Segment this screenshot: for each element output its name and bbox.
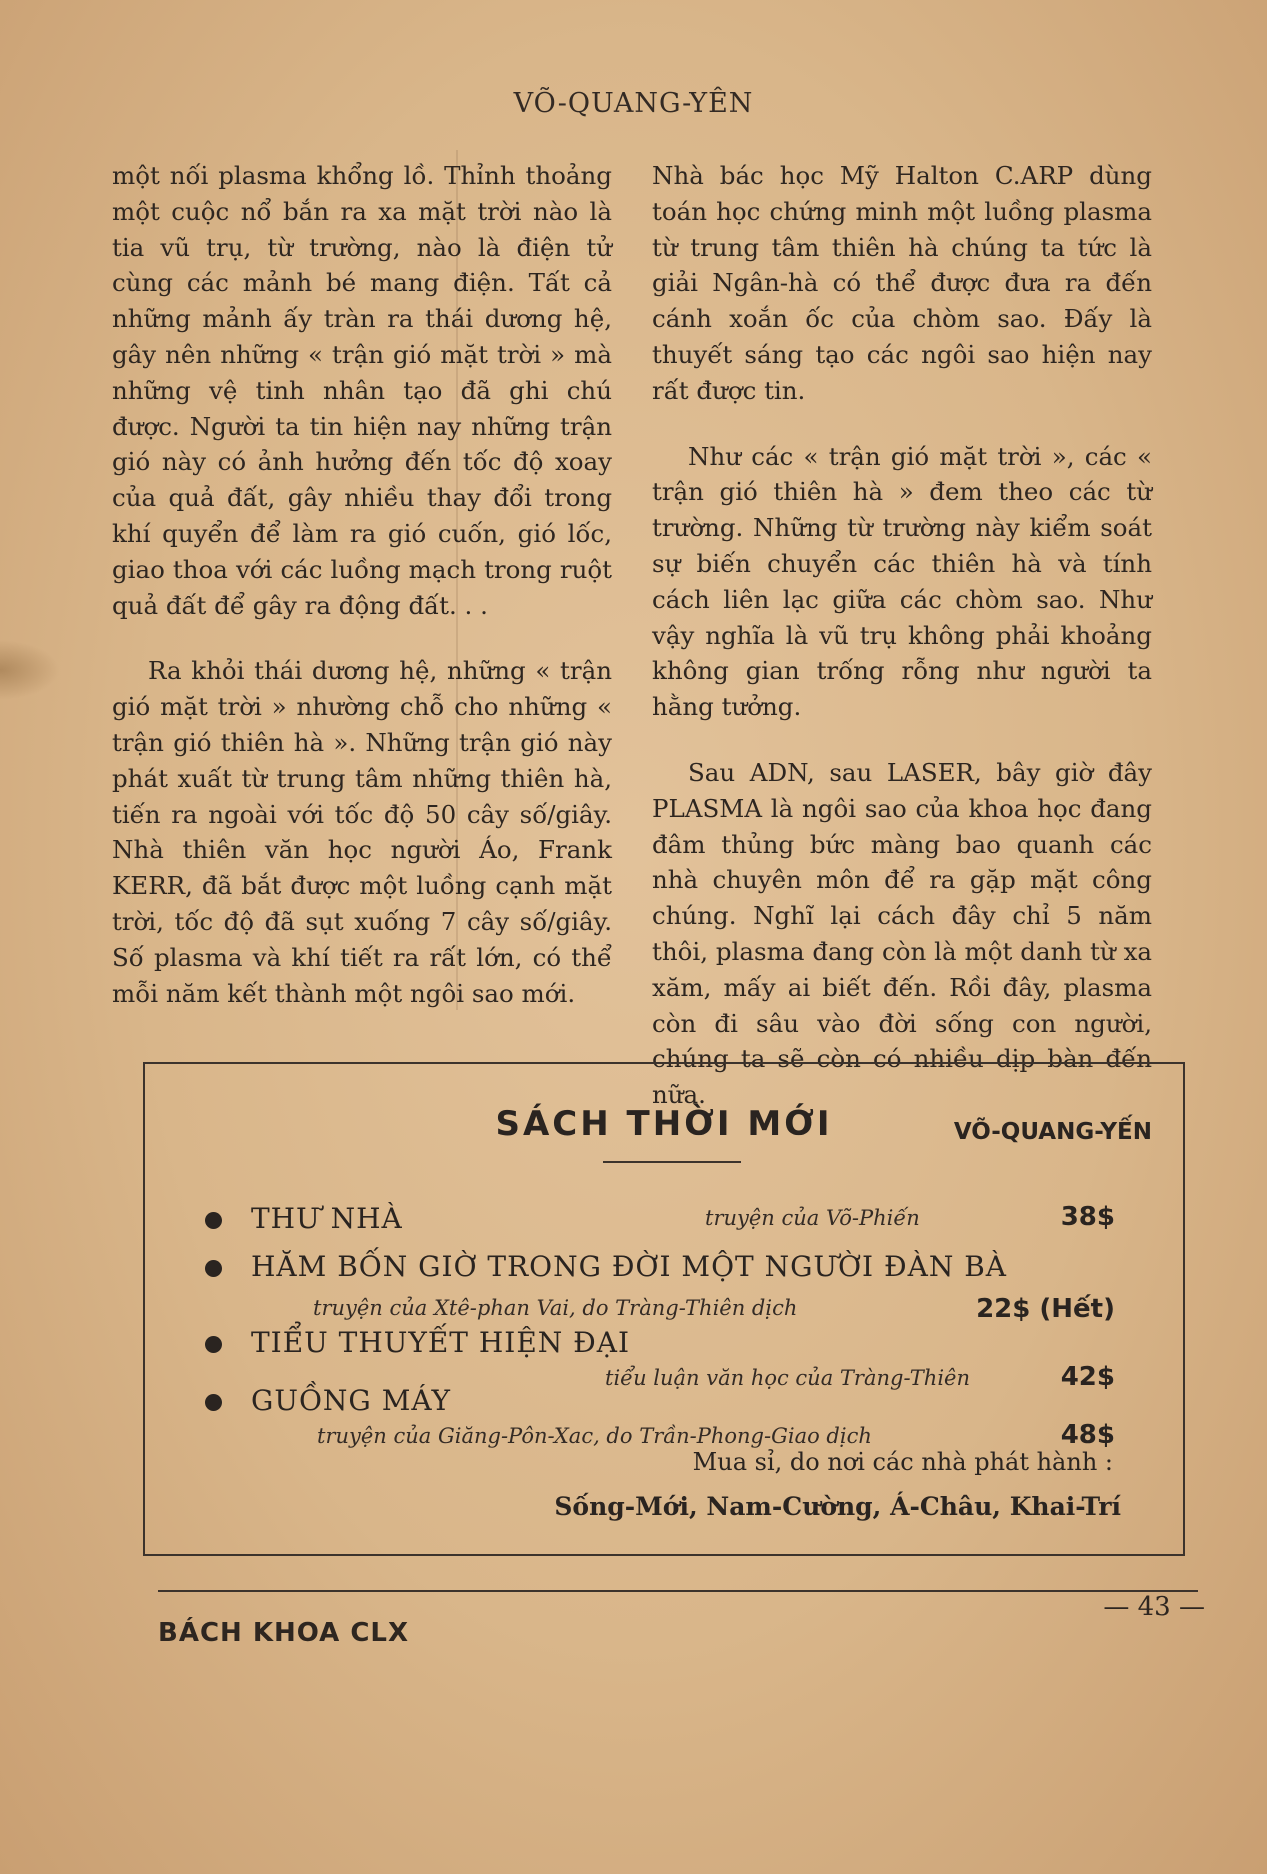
author-signature: VÕ-QUANG-YẾN [953,1118,1152,1145]
book-advert-box [143,1062,1185,1556]
book-title: THƯ NHÀ [251,1202,403,1235]
distribution-note: Mua sỉ, do nơi các nhà phát hành : [692,1448,1113,1476]
bullet-icon [205,1394,222,1411]
book-item [205,1250,1115,1324]
bullet-icon [205,1212,222,1229]
article-paragraph: một nối plasma khổng lồ. Thỉnh thoảng một cuộc nổ bắn ra xa mặt trời nào là tia vũ trụ, từ trường, nào là điện tử cùng các mảnh bé mang điện. Tất cả những mảnh ấy tràn ra thái dương hệ, gây nên những « trận gió mặt trời » mà những vệ tinh nhân tạo đã ghi chú được. Người ta tin hiện nay những trận gió này có ảnh hưởng đến tốc độ xoay của quả đất, gây nhiều thay đổi trong khí quyển để làm ra gió cuốn, gió lốc, giao thoa với các luồng mạch trong ruột quả đất để gây ra động đất. . . [112,161,612,620]
bullet-icon [205,1336,222,1353]
torn-edge [0,640,60,700]
book-credit: tiểu luận văn học của Tràng-Thiên [605,1366,970,1390]
bullet-icon [205,1260,222,1277]
book-price: 38$ [1060,1202,1115,1232]
article-paragraph: Sau ADN, sau LASER, bây giờ đây PLASMA là ngôi sao của khoa học đang đâm thủng bức màng bao quanh các nhà chuyên môn để ra gặp mặt công chúng. Nghĩ lại cách đây chỉ 5 năm thôi, plasma đang còn là một danh từ xa xăm, mấy ai biết đến. Rồi đây, plasma còn đi sâu vào đời sống con người, chúng ta sẽ còn có nhiều dịp bàn đến nữa. [652,757,1152,1110]
advert-title-underline [603,1161,741,1163]
book-credit: truyện của Giăng-Pôn-Xac, do Trần-Phong-Giao dịch [317,1424,872,1448]
book-price: 42$ [1060,1362,1115,1392]
publication-name: BÁCH KHOA CLX [158,1618,410,1648]
book-price: 22$ (Hết) [976,1294,1115,1324]
book-item [205,1384,1115,1450]
distributor-list: Sống-Mới, Nam-Cường, Á-Châu, Khai-Trí [554,1492,1121,1521]
book-item [205,1326,1115,1392]
article-paragraph: Nhà bác học Mỹ Halton C.ARP dùng toán học chứng minh một luồng plasma từ trung tâm thiên hà chúng ta tức là giải Ngân-hà có thể được đưa ra đến cánh xoắn ốc của chòm sao. Đấy là thuyết sáng tạo các ngôi sao hiện nay rất được tin. [652,161,1152,405]
book-price: 48$ [1060,1420,1115,1450]
book-credit: truyện của Xtê-phan Vai, do Tràng-Thiên dịch [313,1296,798,1320]
article-left-column [112,158,612,1011]
book-title: TIỂU THUYẾT HIỆN ĐẠI [251,1326,631,1359]
book-item [205,1202,1115,1238]
running-title: VÕ-QUANG-YÊN [513,88,754,119]
book-title: HĂM BỐN GIỜ TRONG ĐỜI MỘT NGƯỜI ĐÀN BÀ [251,1250,1008,1283]
article-right-column [652,158,1152,1151]
footer-rule [158,1590,1198,1592]
article-paragraph: Như các « trận gió mặt trời », các « trận gió thiên hà » đem theo các từ trường. Những từ trường này kiểm soát sự biến chuyển các thiên hà và tính cách liên lạc giữa các chòm sao. Như vậy nghĩa là vũ trụ không phải khoảng không gian trống rỗng như người ta hằng tưởng. [652,441,1152,722]
advert-title: SÁCH THỜI MỚI [495,1104,833,1144]
page-number: — 43 — [1103,1592,1205,1622]
book-title: GUỒNG MÁY [251,1384,451,1417]
article-paragraph: Ra khỏi thái dương hệ, những « trận gió mặt trời » nhường chỗ cho những « trận gió thiên hà ». Những trận gió này phát xuất từ trung tâm những thiên hà, tiến ra ngoài với tốc độ 50 cây số/giây. Nhà thiên văn học người Áo, Frank KERR, đã bắt được một luồng cạnh mặt trời, tốc độ đã sụt xuống 7 cây số/giây. Số plasma và khí tiết ra rất lớn, có thể mỗi năm kết thành một ngôi sao mới. [112,656,612,1008]
book-credit: truyện của Võ-Phiến [705,1206,920,1230]
